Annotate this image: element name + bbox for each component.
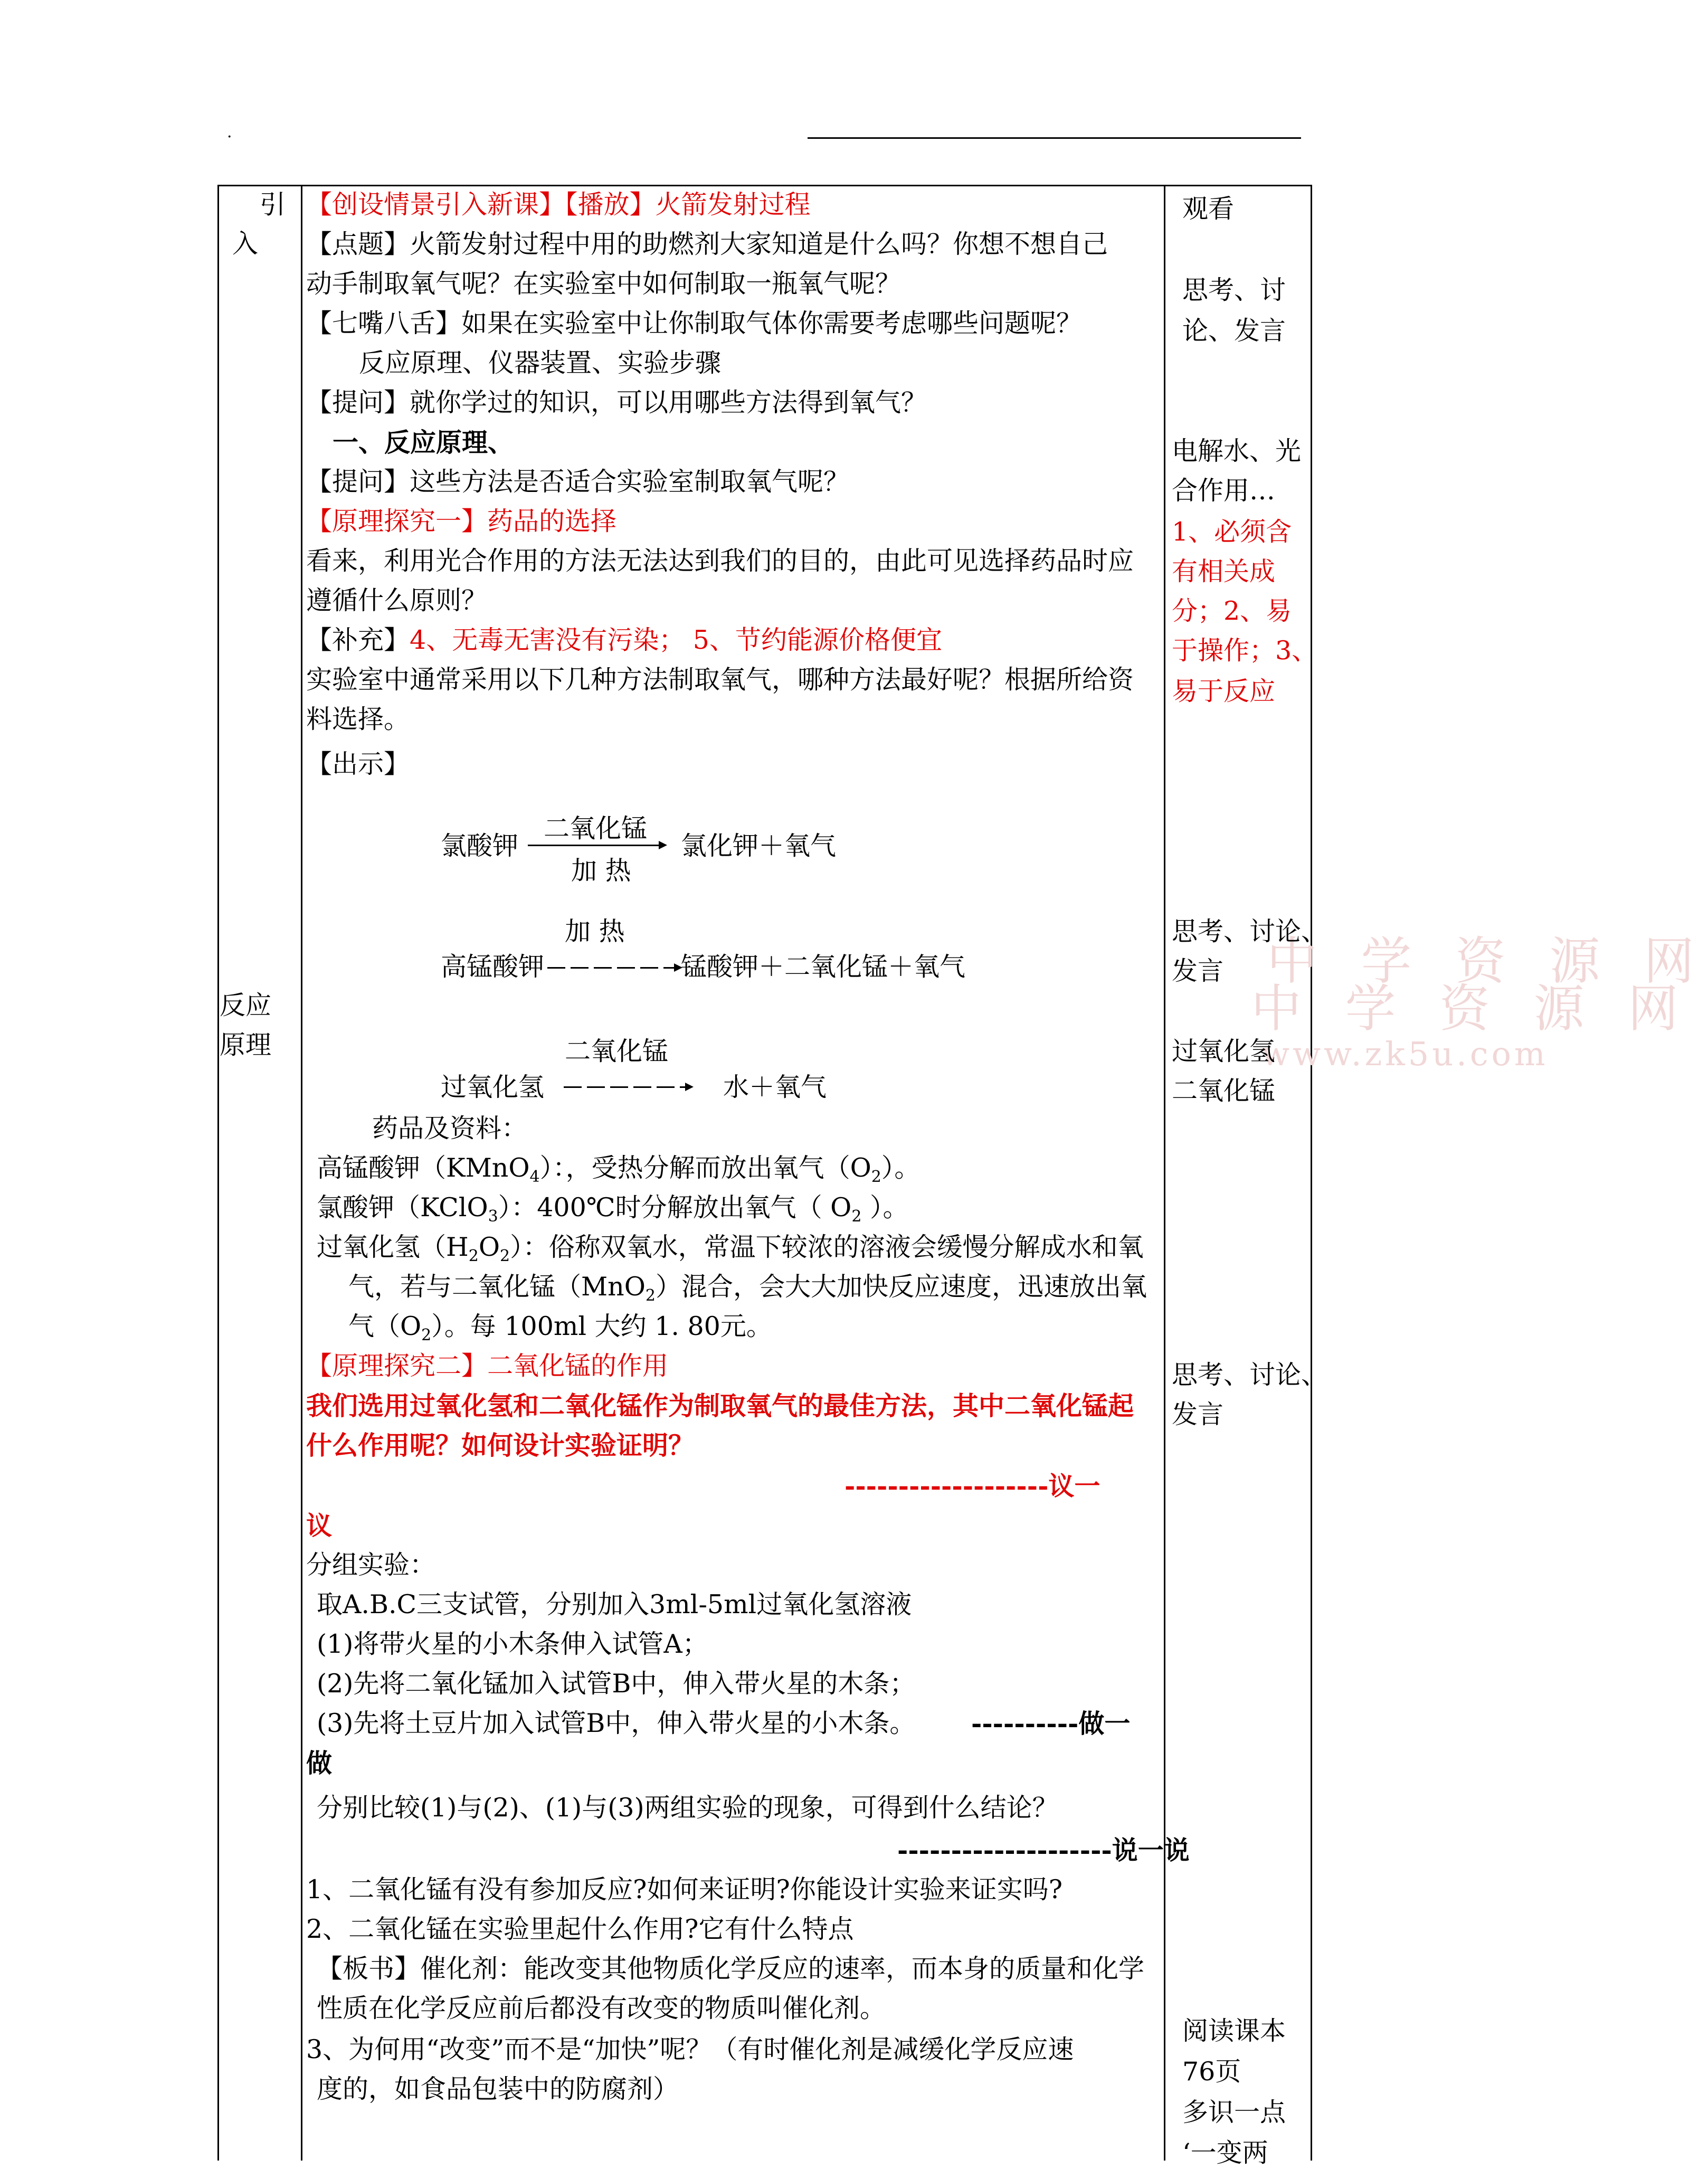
subscript: 2 [645, 1286, 656, 1305]
kmno4-line [317, 1152, 920, 1193]
principle-note-2: 有相关成 [1172, 556, 1276, 586]
do-tag: ----------做一 [971, 1708, 1131, 1739]
text-line: 性质在化学反应前后都没有改变的物质叫催化剂。 [317, 1993, 886, 2023]
mno2-line [348, 1271, 1147, 1312]
activity-read-4: ‘一变两 [1182, 2138, 1268, 2168]
text-line: (1)将带火星的小木条伸入试管A； [317, 1629, 708, 1659]
subscript: 3 [488, 1207, 498, 1226]
activity-h2o2-2: 二氧化锰 [1172, 1076, 1276, 1106]
question-line: 我们选用过氧化氢和二氧化锰作为制取氧气的最佳方法，其中二氧化锰起 [306, 1390, 1134, 1421]
supplement-text: 4、无毒无害没有污染； 5、节约能源价格便宜 [410, 625, 942, 655]
activity-think2-1: 思考、讨论、 [1172, 916, 1327, 946]
activity-read-1: 阅读课本 [1182, 2016, 1286, 2046]
activity-h2o2-1: 过氧化氢 [1172, 1036, 1276, 1066]
eq2-condition: 加 热 [565, 916, 625, 946]
text-span: 高锰酸钾（KMnO [317, 1153, 530, 1183]
eq3-arrow [564, 1086, 690, 1088]
exploration-heading-1: 【原理探究一】药品的选择 [306, 506, 617, 536]
text-line: 反应原理、仪器装置、实验步骤 [359, 348, 722, 378]
exploration-heading-2: 【原理探究二】二氧化锰的作用 [306, 1351, 669, 1381]
eq3-reactant: 过氧化氢 [441, 1072, 545, 1102]
text-line: 实验室中通常采用以下几种方法制取氧气，哪种方法最好呢？根据所给资 [306, 665, 1134, 695]
eq2-products: 锰酸钾＋二氧化锰＋氧气 [681, 952, 966, 982]
text-line: 【提问】这些方法是否适合实验室制取氧气呢？ [306, 467, 850, 497]
principle-note-5: 易于反应 [1172, 676, 1276, 706]
supplement-line [306, 624, 942, 656]
activity-think3-1: 思考、讨论、 [1172, 1360, 1327, 1390]
eq3-catalyst: 二氧化锰 [565, 1036, 669, 1066]
text-line: 2、二氧化锰在实验里起什么作用?它有什么特点 [306, 1914, 854, 1944]
header-rule [808, 137, 1301, 139]
text-line: 3、为何用“改变”而不是“加快”呢？（有时催化剂是减缓化学反应速 [306, 2034, 1074, 2064]
text-span: 气（O [348, 1311, 422, 1341]
activity-think-1: 思考、讨 [1182, 275, 1286, 305]
text-span: ）混合，会大大加快反应速度，迅速放出氧 [656, 1272, 1147, 1302]
eq2-reactant: 高锰酸钾 [441, 952, 545, 982]
section-intro-2: 入 [232, 229, 259, 259]
eq2-arrow [547, 967, 679, 969]
discuss-tag-end: 议 [306, 1510, 333, 1541]
subscript: 2 [421, 1326, 432, 1344]
text-span: ）：俗称双氧水，常温下较浓的溶液会缓慢分解成水和氧 [510, 1232, 1144, 1262]
text-line: 【板书】催化剂：能改变其他物质化学反应的速率，而本身的质量和化学 [317, 1954, 1145, 1984]
subscript: 2 [851, 1207, 862, 1226]
activity-think3-2: 发言 [1172, 1399, 1224, 1429]
subscript: 2 [871, 1168, 881, 1186]
watermark-url: www.zk5u.com [1261, 1035, 1549, 1073]
text-line: 【七嘴八舌】如果在实验室中让你制取气体你需要考虑哪些问题呢？ [306, 308, 1083, 338]
text-span: ）：，受热分解而放出氧气（O [539, 1153, 871, 1183]
text-line: (3)先将土豆片加入试管B中，伸入带火星的小木条。 [317, 1708, 916, 1738]
say-tag: --------------------说一说 [897, 1835, 1190, 1865]
eq1-arrow [528, 845, 665, 846]
text-line: 【点题】火箭发射过程中用的助燃剂大家知道是什么吗？你想不想自己 [306, 229, 1108, 259]
activity-watch: 观看 [1182, 194, 1235, 224]
activity-electrolysis-2: 合作用… [1172, 476, 1276, 506]
do-tag-end: 做 [306, 1748, 333, 1778]
text-span: 过氧化氢（H [317, 1232, 469, 1262]
column-divider-left [301, 185, 302, 2161]
activity-think-2: 论、发言 [1182, 316, 1286, 346]
subscript: 4 [529, 1168, 540, 1186]
text-line: 度的，如食品包装中的防腐剂） [317, 2074, 679, 2104]
subscript: 2 [468, 1247, 479, 1265]
activity-electrolysis-1: 电解水、光 [1172, 436, 1302, 466]
kclo3-line [317, 1192, 909, 1233]
text-line: 1、二氧化锰有没有参加反应?如何来证明?你能设计实验来证实吗? [306, 1874, 1062, 1905]
h2o2-line [317, 1232, 1144, 1272]
subscript: 2 [500, 1247, 510, 1265]
eq1-condition: 加 热 [571, 856, 631, 886]
activity-read-3: 多识一点 [1182, 2097, 1286, 2127]
eq1-catalyst: 二氧化锰 [544, 813, 648, 844]
intro-heading: 【创设情景引入新课】【播放】火箭发射过程 [306, 190, 811, 220]
text-span: 气，若与二氧化锰（MnO [348, 1272, 646, 1302]
activity-read-2: 76页 [1182, 2057, 1241, 2087]
text-line: 看来，利用光合作用的方法无法达到我们的目的，由此可见选择药品时应 [306, 546, 1134, 576]
text-span: ）。 [861, 1192, 909, 1223]
text-span: 氯酸钾（KClO [317, 1192, 488, 1223]
text-line: 药品及资料： [372, 1113, 528, 1143]
header-mark: · [227, 128, 232, 146]
text-line: 分别比较(1)与(2)、(1)与(3)两组实验的现象，可得到什么结论？ [317, 1793, 1058, 1823]
principle-note-1: 1、必须含 [1172, 517, 1292, 547]
principle-note-4: 于操作；3、 [1172, 636, 1318, 666]
text-line: 料选择。 [306, 704, 410, 734]
text-line: 取A.B.C三支试管，分别加入3ml-5ml过氧化氢溶液 [317, 1589, 912, 1619]
question-line: 什么作用呢？如何设计实验证明？ [306, 1430, 695, 1461]
text-line: (2)先将二氧化锰加入试管B中，伸入带火星的木条； [317, 1669, 916, 1699]
price-line [348, 1311, 772, 1351]
text-line: 【提问】就你学过的知识，可以用哪些方法得到氧气？ [306, 387, 927, 418]
eq1-reactant: 氯酸钾 [441, 831, 519, 861]
text-line: 【出示】 [306, 749, 410, 779]
principle-note-3: 分；2、易 [1172, 596, 1292, 626]
section-heading: 一、反应原理、 [333, 427, 514, 458]
eq1-products: 氯化钾＋氧气 [681, 831, 837, 861]
text-line: 遵循什么原则？ [306, 585, 488, 615]
text-span: O [478, 1232, 500, 1262]
text-span: ）。每 100ml 大约 1. 80元。 [431, 1311, 772, 1341]
activity-think2-2: 发言 [1172, 956, 1224, 986]
section-intro-1: 引 [260, 190, 286, 220]
section-principle-1: 反应 [220, 990, 272, 1020]
section-principle-2: 原理 [220, 1030, 272, 1060]
text-line: 分组实验： [306, 1550, 436, 1580]
supplement-tag: 【补充】 [306, 625, 410, 655]
watermark-line-1: 中 学 资 源 网 [1267, 932, 1708, 991]
eq3-products: 水＋氧气 [723, 1072, 827, 1102]
watermark-line-2: 中 学 资 源 网 [1251, 979, 1693, 1038]
text-line: 动手制取氧气呢？在实验室中如何制取一瓶氧气呢？ [306, 269, 902, 299]
text-span: ）：400℃时分解放出氧气（ O [498, 1192, 852, 1223]
text-span: ）。 [881, 1153, 921, 1183]
discuss-tag: -------------------议一 [844, 1471, 1100, 1501]
